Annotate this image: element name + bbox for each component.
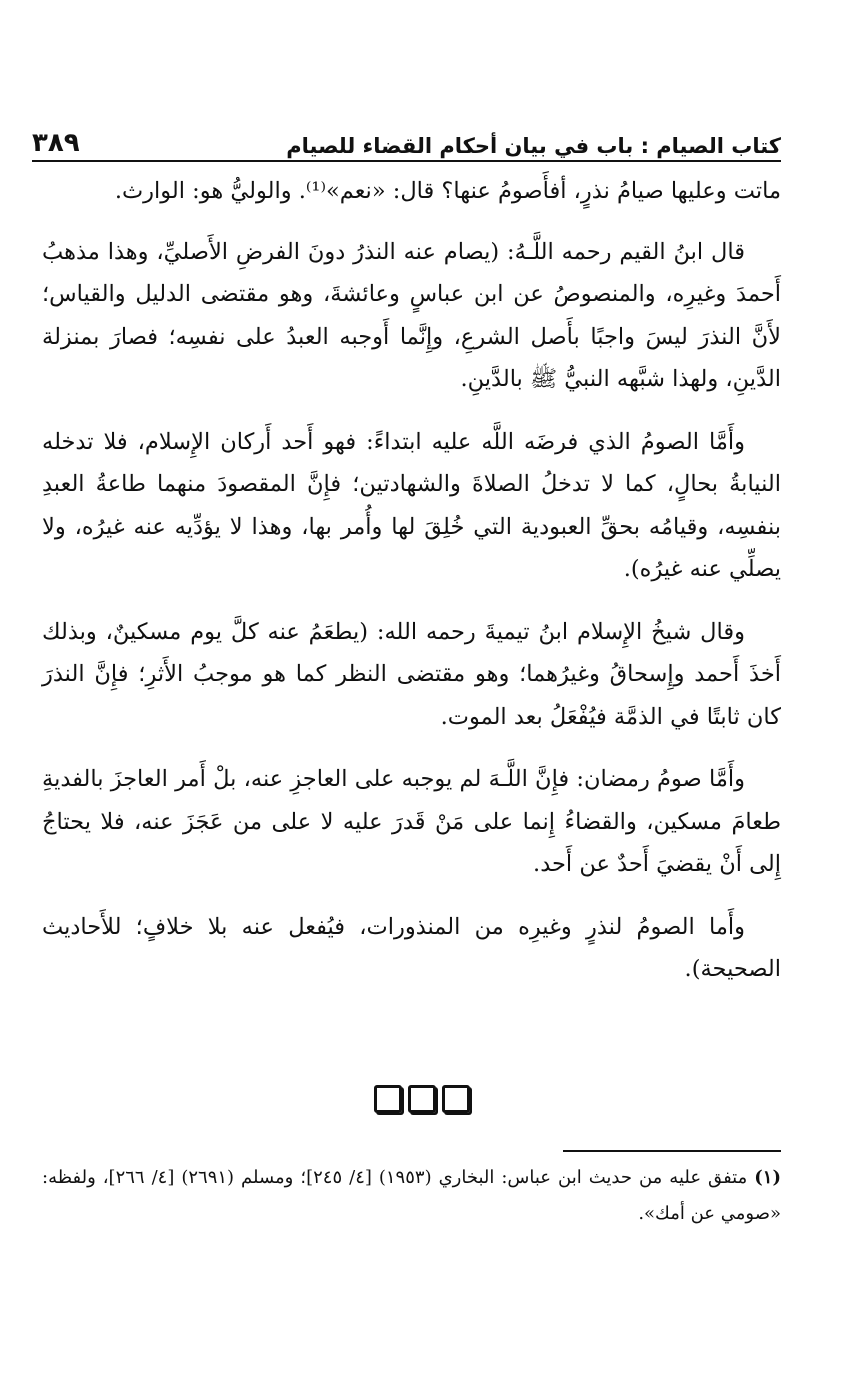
square-ornament-icon bbox=[408, 1085, 436, 1113]
paragraph-6: وأَما الصومُ لنذرٍ وغيرِه من المنذورات، فيُفعل عنه بلا خلافٍ؛ للأَحاديث الصحيحة). bbox=[42, 913, 781, 982]
square-ornament-icon bbox=[442, 1085, 470, 1113]
section-end-ornament bbox=[0, 1085, 843, 1121]
footnotes bbox=[42, 1160, 781, 1232]
paragraph-4: وقال شيخُ الإِسلام ابنُ تيميةَ رحمه الله: (يطعَمُ عنه كلَّ يوم مسكينٌ، وبذلك أَخذَ أَحمد وإِسحاقُ وغيرُهما؛ وهو مقتضى النظر كما هو موجبُ الأَثرِ؛ فإِنَّ النذرَ كان ثابتًا في الذمَّة فيُفْعَلُ بعد الموت. bbox=[42, 618, 781, 730]
main-text bbox=[42, 170, 781, 1011]
running-title: كتاب الصيام : باب في بيان أحكام القضاء للصيام bbox=[286, 134, 781, 158]
paragraph-1: ماتت وعليها صيامُ نذرٍ، أفأَصومُ عنها؟ قال: «نعم»⁽¹⁾. والوليُّ هو: الوارث. bbox=[114, 178, 781, 204]
footnote-number: (١) bbox=[754, 1167, 781, 1188]
paragraph-5: وأَمَّا صومُ رمضان: فإِنَّ اللَّـهَ لم يوجبه على العاجزِ عنه، بلْ أَمر العاجزَ بالفديةِ طعامَ مسكين، والقضاءُ إِنما على مَنْ قَدرَ عليه لا على من عَجَزَ عنه، فلا يحتاجُ إِلى أَنْ يقضيَ أَحدٌ عن أَحد. bbox=[42, 766, 781, 877]
paragraph-3: وأَمَّا الصومُ الذي فرضَه اللَّه عليه ابتداءً: فهو أَحد أَركان الإِسلام، فلا تدخله النيابةُ بحالٍ، كما لا تدخلُ الصلاةَ والشهادتين؛ فإِنَّ المقصودَ منهما طاعةُ العبدِ بنفسِه، وقيامُه بحقِّ العبودية التي خُلِقَ لها وأُمر بها، وهذا لا يؤدِّيه عنه غيرُه، ولا يصلِّي عنه غيرُه). bbox=[42, 428, 781, 582]
paragraph-2: قال ابنُ القيم رحمه اللَّـهُ: (يصام عنه النذرُ دونَ الفرضِ الأَصليِّ، وهذا مذهبُ أَحمدَ وغيرِه، والمنصوصُ عن ابن عباسٍ وعائشةَ، وهو مقتضى الدليل والقياس؛ لأَنَّ النذرَ ليسَ واجبًا بأَصل الشرعِ، وإِنَّما أَوجبه العبدُ على نفسِه؛ فصارَ بمنزلة الدَّينِ، ولهذا شبَّهه النبيُّ ﷺ بالدَّينِ. bbox=[42, 238, 781, 392]
page-number: ٣٨٩ bbox=[32, 128, 80, 158]
footnote-1 bbox=[42, 1160, 781, 1232]
page-header bbox=[32, 112, 781, 162]
square-ornament-icon bbox=[374, 1085, 402, 1113]
footnote-divider bbox=[563, 1150, 781, 1152]
footnote-text: متفق عليه من حديث ابن عباس: البخاري (١٩٥٣) [٤/ ٢٤٥]؛ ومسلم (٢٦٩١) [٤/ ٢٦٦]، ولفظه: «صومي عن أمك». bbox=[42, 1167, 781, 1224]
